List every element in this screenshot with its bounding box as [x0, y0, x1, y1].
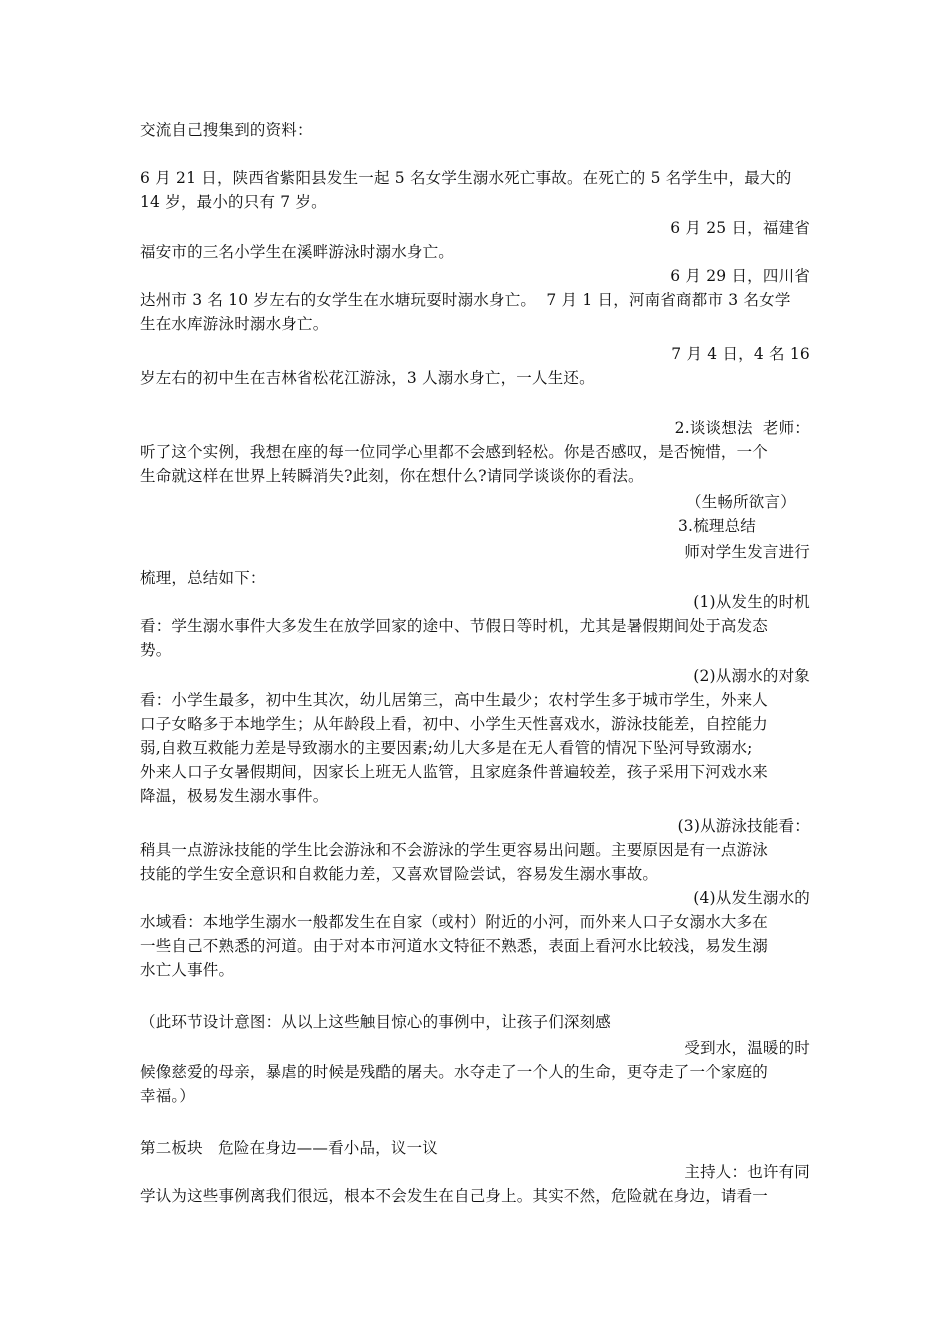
text-line: （生畅所欲言）	[686, 493, 796, 511]
text-line: 生在水库游泳时溺水身亡。	[140, 315, 329, 333]
text-line: (4)从发生溺水的	[693, 889, 810, 907]
text-line: 听了这个实例，我想在座的每一位同学心里都不会感到轻松。你是否感叹，是否惋惜，一个	[140, 443, 769, 461]
text-line: 稍具一点游泳技能的学生比会游泳和不会游泳的学生更容易出问题。主要原因是有一点游泳	[140, 841, 769, 859]
text-line: 一些自己不熟悉的河道。由于对本市河道水文特征不熟悉，表面上看河水比较浅，易发生溺	[140, 937, 769, 955]
text-line: 降温，极易发生溺水事件。	[140, 787, 329, 805]
section-heading: 2.谈谈想法 老师：	[674, 419, 810, 437]
text-line: 14 岁，最小的只有 7 岁。	[140, 193, 327, 211]
text-line: 生命就这样在世界上转瞬消失?此刻，你在想什么?请同学谈谈你的看法。	[140, 467, 644, 485]
section-heading: 第二板块 危险在身边——看小品，议一议	[140, 1139, 438, 1157]
text-line: (2)从溺水的对象	[693, 667, 810, 685]
text-line: 6 月 29 日，四川省	[670, 267, 810, 285]
text-line: (1)从发生的时机	[693, 593, 810, 611]
text-line: 候像慈爱的母亲，暴虐的时候是残酷的屠夫。水夺走了一个人的生命，更夺走了一个家庭的	[140, 1063, 769, 1081]
text-line: 水域看：本地学生溺水一般都发生在自家（或村）附近的小河，而外来人口子女溺水大多在	[140, 913, 769, 931]
text-line: 弱,自救互救能力差是导致溺水的主要因素;幼儿大多是在无人看管的情况下坠河导致溺水;	[140, 739, 753, 757]
text-line: 6 月 21 日，陕西省紫阳县发生一起 5 名女学生溺水死亡事故。在死亡的 5 名学生中，最大的	[140, 169, 792, 187]
section-heading: 3.梳理总结	[678, 517, 756, 535]
text-line: 看：小学生最多，初中生其次，幼儿居第三，高中生最少；农村学生多于城市学生，外来人	[140, 691, 769, 709]
text-line: 达州市 3 名 10 岁左右的女学生在水塘玩耍时溺水身亡。 7 月 1 日，河南省商都市 3 名女学	[140, 291, 791, 309]
text-line: 师对学生发言进行	[684, 543, 810, 561]
text-line: 岁左右的初中生在吉林省松花江游泳，3 人溺水身亡，一人生还。	[140, 369, 595, 387]
text-line: （此环节设计意图：从以上这些触目惊心的事例中，让孩子们深刻感	[140, 1013, 612, 1031]
text-line: 看：学生溺水事件大多发生在放学回家的途中、节假日等时机，尤其是暑假期间处于高发态	[140, 617, 769, 635]
text-line: 口子女略多于本地学生；从年龄段上看，初中、小学生天性喜戏水，游泳技能差，自控能力	[140, 715, 769, 733]
text-line: 受到水，温暖的时	[684, 1039, 810, 1057]
text-line: 梳理，总结如下：	[140, 569, 266, 587]
text-line: 学认为这些事例离我们很远，根本不会发生在自己身上。其实不然，危险就在身边，请看一	[140, 1187, 769, 1205]
text-line: 6 月 25 日，福建省	[670, 219, 810, 237]
text-line: 交流自己搜集到的资料：	[140, 121, 313, 139]
text-line: 外来人口子女暑假期间，因家长上班无人监管，且家庭条件普遍较差，孩子采用下河戏水来	[140, 763, 769, 781]
text-line: (3)从游泳技能看：	[677, 817, 810, 835]
text-line: 水亡人事件。	[140, 961, 235, 979]
text-line: 势。	[140, 641, 172, 659]
text-line: 福安市的三名小学生在溪畔游泳时溺水身亡。	[140, 243, 455, 261]
text-line: 幸福。）	[140, 1087, 196, 1105]
text-line: 7 月 4 日，4 名 16	[671, 345, 810, 363]
text-line: 技能的学生安全意识和自救能力差，又喜欢冒险尝试，容易发生溺水事故。	[140, 865, 659, 883]
text-line: 主持人：也许有同	[684, 1163, 810, 1181]
